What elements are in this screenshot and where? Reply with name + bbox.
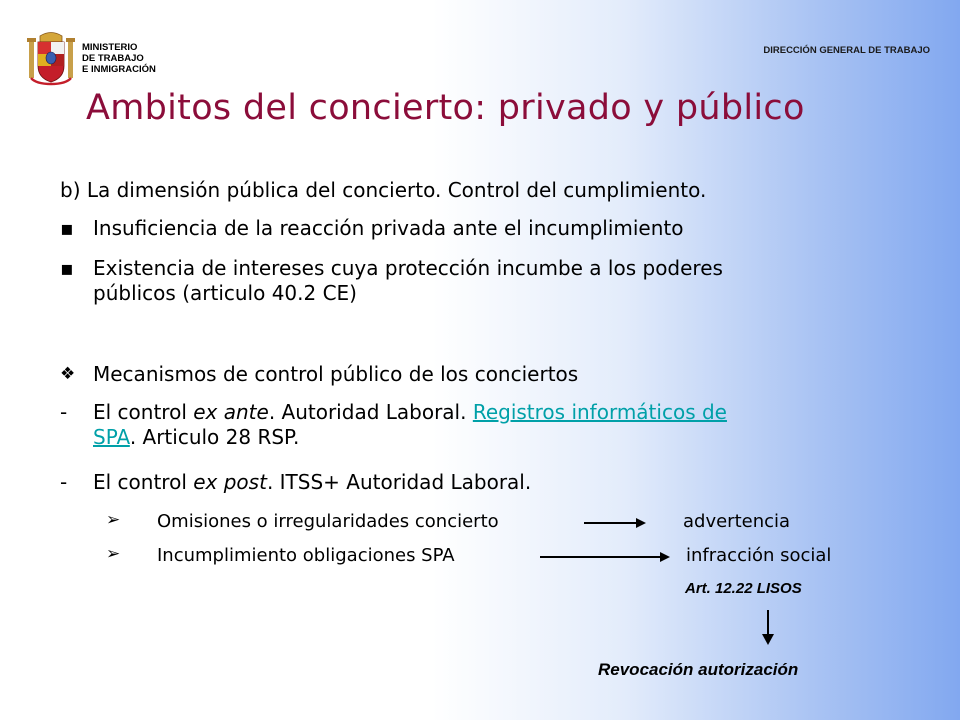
arrow-right-icon	[660, 552, 670, 562]
intro-line: b) La dimensión pública del concierto. Control del cumplimiento.	[60, 178, 707, 202]
list-item-text: Insuficiencia de la reacción privada ante el incumplimiento	[93, 216, 684, 240]
italic-term: ex ante	[193, 400, 269, 424]
text-fragment: . Autoridad Laboral.	[268, 400, 473, 424]
slide-title: Ambitos del concierto: privado y público	[86, 88, 805, 128]
square-bullet-icon: ▪	[60, 216, 74, 240]
italic-term: ex post	[193, 470, 267, 494]
consequence-cause: Incumplimiento obligaciones SPA	[157, 545, 455, 566]
control-ex-ante-line-2	[93, 425, 299, 450]
text-fragment: El control	[93, 400, 194, 424]
coat-of-arms-icon	[26, 30, 76, 86]
directorate-label: DIRECCIÓN GENERAL DE TRABAJO	[763, 45, 930, 56]
registry-link-continued[interactable]: SPA	[93, 425, 130, 449]
control-ex-ante-line-1	[93, 400, 727, 425]
ministry-name	[82, 42, 156, 75]
consequence-cause: Omisiones o irregularidades concierto	[157, 511, 499, 532]
dash-bullet: -	[60, 470, 68, 494]
consequence-result: advertencia	[683, 511, 791, 532]
ministry-line-2: DE TRABAJO	[82, 53, 144, 64]
arrow-right-icon	[636, 518, 646, 528]
diamond-bullet-icon: ❖	[60, 364, 76, 384]
text-fragment: El control	[93, 470, 194, 494]
ministry-line-1: MINISTERIO	[82, 42, 138, 53]
list-item-text-continued: públicos (articulo 40.2 CE)	[93, 281, 357, 305]
arrow-bullet-icon: ➢	[106, 544, 121, 564]
registry-link[interactable]: Registros informáticos de	[472, 400, 727, 424]
legal-reference: Art. 12.22 LISOS	[685, 580, 802, 597]
text-fragment: . ITSS+ Autoridad Laboral.	[266, 470, 532, 494]
final-result: Revocación autorización	[598, 660, 799, 679]
arrow-line	[540, 556, 662, 558]
control-ex-post-text	[93, 470, 531, 495]
dash-bullet: -	[60, 400, 68, 424]
text-fragment: . Articulo 28 RSP.	[129, 425, 300, 449]
list-item-text: Existencia de intereses cuya protección incumbe a los poderes	[93, 256, 723, 280]
arrow-line	[584, 522, 638, 524]
square-bullet-icon: ▪	[60, 256, 74, 280]
consequence-result: infracción social	[686, 545, 832, 566]
arrow-bullet-icon: ➢	[106, 510, 121, 530]
ministry-line-3: E INMIGRACIÓN	[82, 64, 156, 75]
arrow-down-icon	[758, 610, 778, 646]
mechanisms-heading: Mecanismos de control público de los conciertos	[93, 362, 579, 386]
